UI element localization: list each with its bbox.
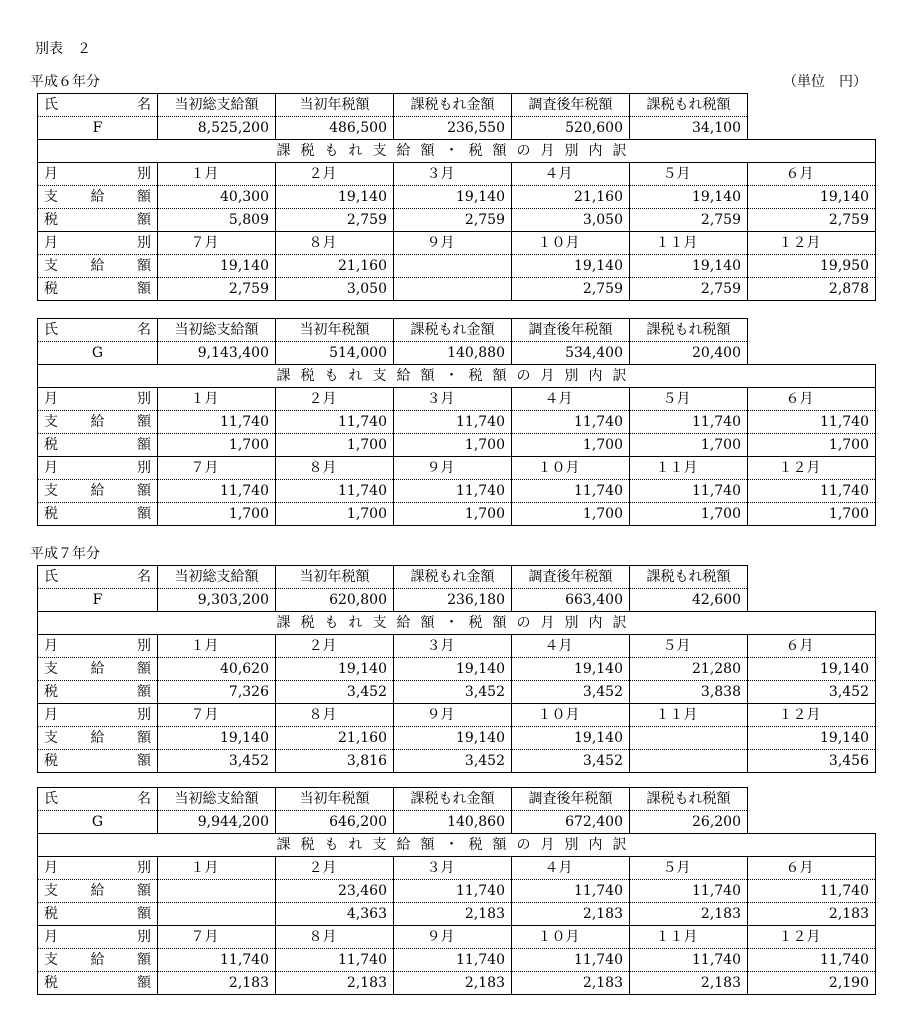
pay-label: 支 給 額	[38, 880, 158, 903]
initial-tax-value: 514,000	[276, 342, 394, 365]
tax-label: 税 額	[38, 278, 158, 301]
initial-total-pay-label: 当初総支給額	[158, 788, 276, 811]
pay-value: 40,620	[158, 658, 276, 681]
month-row	[38, 163, 876, 186]
month-label: 月 別	[38, 704, 158, 727]
tax-value: 2,759	[158, 278, 276, 301]
pay-value: 19,140	[630, 186, 748, 209]
tax-label: 税 額	[38, 972, 158, 995]
tax-value	[394, 278, 512, 301]
month-row	[38, 704, 876, 727]
pay-value: 11,740	[276, 480, 394, 503]
tax-value: 3,452	[748, 681, 876, 704]
month-header: ３月	[394, 635, 512, 658]
pay-value: 19,140	[394, 186, 512, 209]
initial-total-pay-label: 当初総支給額	[158, 319, 276, 342]
tax-value	[630, 750, 748, 773]
untaxed-tax-label: 課税もれ税額	[630, 788, 748, 811]
initial-tax-label: 当初年税額	[276, 788, 394, 811]
month-header: ７月	[158, 232, 276, 255]
initial-total-pay-label: 当初総支給額	[158, 566, 276, 589]
tax-value: 2,759	[630, 209, 748, 232]
adjusted-tax-value: 534,400	[512, 342, 630, 365]
breakdown-title-row	[38, 612, 876, 635]
pay-value: 19,140	[748, 186, 876, 209]
month-header: １１月	[630, 232, 748, 255]
person-name: F	[38, 117, 158, 140]
pay-value: 19,140	[630, 255, 748, 278]
adjusted-tax-label: 調査後年税額	[512, 319, 630, 342]
tax-value: 2,183	[158, 972, 276, 995]
tax-value: 1,700	[158, 503, 276, 526]
pay-label: 支 給 額	[38, 949, 158, 972]
month-header: １０月	[512, 704, 630, 727]
month-header: １１月	[630, 457, 748, 480]
initial-tax-value: 620,800	[276, 589, 394, 612]
adjusted-tax-value: 520,600	[512, 117, 630, 140]
breakdown-title-row	[38, 834, 876, 857]
untaxed-amount-value: 236,550	[394, 117, 512, 140]
month-header: ５月	[630, 857, 748, 880]
header-row	[38, 566, 876, 589]
pay-value: 11,740	[394, 411, 512, 434]
initial-total-pay-label: 当初総支給額	[158, 94, 276, 117]
tax-value: 2,183	[276, 972, 394, 995]
summary-values-row	[38, 589, 876, 612]
document-title: 別表 ２	[35, 41, 91, 57]
tax-value: 3,452	[158, 750, 276, 773]
empty-cell	[748, 94, 876, 117]
pay-value: 40,300	[158, 186, 276, 209]
month-header: １０月	[512, 232, 630, 255]
month-header: ８月	[276, 457, 394, 480]
month-header: ２月	[276, 857, 394, 880]
tax-value: 2,878	[748, 278, 876, 301]
tax-value: 1,700	[158, 434, 276, 457]
tax-label: 税 額	[38, 209, 158, 232]
month-header: ３月	[394, 163, 512, 186]
tax-value: 3,816	[276, 750, 394, 773]
month-label: 月 別	[38, 163, 158, 186]
untaxed-amount-value: 140,860	[394, 811, 512, 834]
breakdown-title: 課税もれ支給額・税額の月別内訳	[38, 140, 876, 163]
tax-value	[158, 903, 276, 926]
pay-value: 19,140	[748, 658, 876, 681]
adjusted-tax-label: 調査後年税額	[512, 788, 630, 811]
month-header: １月	[158, 635, 276, 658]
tax-value: 2,759	[394, 209, 512, 232]
adjusted-tax-label: 調査後年税額	[512, 566, 630, 589]
tax-row	[38, 278, 876, 301]
tax-value: 1,700	[748, 503, 876, 526]
tax-value: 3,452	[394, 681, 512, 704]
month-label: 月 別	[38, 635, 158, 658]
month-header: ５月	[630, 635, 748, 658]
empty-cell	[748, 589, 876, 612]
pay-value: 19,140	[748, 727, 876, 750]
month-header: ９月	[394, 232, 512, 255]
tax-value: 2,183	[630, 903, 748, 926]
pay-row	[38, 480, 876, 503]
tax-value: 3,456	[748, 750, 876, 773]
untaxed-amount-label: 課税もれ金額	[394, 94, 512, 117]
person-name: F	[38, 589, 158, 612]
tax-label: 税 額	[38, 903, 158, 926]
initial-total-pay-value: 9,303,200	[158, 589, 276, 612]
pay-value: 11,740	[748, 480, 876, 503]
month-header: ６月	[748, 635, 876, 658]
summary-values-row	[38, 811, 876, 834]
month-header: ３月	[394, 857, 512, 880]
untaxed-amount-label: 課税もれ金額	[394, 566, 512, 589]
pay-value: 11,740	[158, 480, 276, 503]
section-heading-h6: 平成６年分	[30, 74, 100, 90]
month-header: １０月	[512, 457, 630, 480]
tax-value: 2,183	[512, 972, 630, 995]
pay-value: 11,740	[276, 949, 394, 972]
month-label: 月 別	[38, 232, 158, 255]
month-header: １月	[158, 163, 276, 186]
tax-value: 2,759	[512, 278, 630, 301]
tax-row	[38, 903, 876, 926]
month-header: １２月	[748, 704, 876, 727]
summary-table-h7-f	[37, 565, 876, 773]
untaxed-tax-value: 26,200	[630, 811, 748, 834]
pay-value: 11,740	[748, 949, 876, 972]
untaxed-amount-value: 140,880	[394, 342, 512, 365]
tax-value: 1,700	[512, 434, 630, 457]
initial-total-pay-value: 9,143,400	[158, 342, 276, 365]
breakdown-title: 課税もれ支給額・税額の月別内訳	[38, 365, 876, 388]
tax-row	[38, 434, 876, 457]
pay-value: 23,460	[276, 880, 394, 903]
section-heading-h7: 平成７年分	[30, 546, 100, 562]
month-header: ５月	[630, 163, 748, 186]
month-label: 月 別	[38, 388, 158, 411]
month-row	[38, 926, 876, 949]
month-label: 月 別	[38, 457, 158, 480]
pay-value: 21,160	[276, 727, 394, 750]
tax-value: 5,809	[158, 209, 276, 232]
adjusted-tax-value: 672,400	[512, 811, 630, 834]
pay-value: 19,140	[276, 186, 394, 209]
person-name: G	[38, 342, 158, 365]
tax-value: 2,183	[630, 972, 748, 995]
pay-value: 11,740	[630, 880, 748, 903]
month-label: 月 別	[38, 857, 158, 880]
adjusted-tax-value: 663,400	[512, 589, 630, 612]
month-header: １２月	[748, 457, 876, 480]
untaxed-tax-label: 課税もれ税額	[630, 94, 748, 117]
month-header: ２月	[276, 163, 394, 186]
month-header: ４月	[512, 163, 630, 186]
tax-value: 1,700	[748, 434, 876, 457]
person-name: G	[38, 811, 158, 834]
tax-value: 1,700	[630, 503, 748, 526]
empty-cell	[748, 566, 876, 589]
month-header: ２月	[276, 635, 394, 658]
pay-row	[38, 658, 876, 681]
month-header: ４月	[512, 635, 630, 658]
untaxed-amount-value: 236,180	[394, 589, 512, 612]
pay-value: 19,140	[394, 658, 512, 681]
month-header: ４月	[512, 388, 630, 411]
tax-value: 2,183	[394, 903, 512, 926]
summary-table-h6-g	[37, 318, 876, 526]
tax-label: 税 額	[38, 434, 158, 457]
month-header: ４月	[512, 857, 630, 880]
pay-label: 支 給 額	[38, 411, 158, 434]
empty-cell	[748, 788, 876, 811]
month-row	[38, 388, 876, 411]
month-header: １月	[158, 388, 276, 411]
tax-value: 3,452	[512, 681, 630, 704]
pay-value: 19,140	[158, 255, 276, 278]
pay-value	[394, 255, 512, 278]
pay-value: 19,140	[158, 727, 276, 750]
pay-value: 11,740	[748, 880, 876, 903]
name-label: 氏 名	[38, 94, 158, 117]
summary-table-h6-f	[37, 93, 876, 301]
empty-cell	[748, 319, 876, 342]
tax-row	[38, 209, 876, 232]
pay-label: 支 給 額	[38, 255, 158, 278]
pay-label: 支 給 額	[38, 480, 158, 503]
tax-value: 2,759	[630, 278, 748, 301]
pay-label: 支 給 額	[38, 658, 158, 681]
tax-value: 1,700	[276, 434, 394, 457]
pay-value: 19,950	[748, 255, 876, 278]
month-header: ７月	[158, 457, 276, 480]
month-header: １１月	[630, 926, 748, 949]
month-header: ７月	[158, 704, 276, 727]
month-header: ６月	[748, 163, 876, 186]
pay-value: 19,140	[512, 255, 630, 278]
pay-value	[630, 727, 748, 750]
pay-row	[38, 255, 876, 278]
name-label: 氏 名	[38, 319, 158, 342]
adjusted-tax-label: 調査後年税額	[512, 94, 630, 117]
tax-value: 1,700	[630, 434, 748, 457]
pay-value	[158, 880, 276, 903]
untaxed-tax-value: 34,100	[630, 117, 748, 140]
untaxed-tax-label: 課税もれ税額	[630, 319, 748, 342]
month-header: ９月	[394, 704, 512, 727]
tax-value: 3,452	[394, 750, 512, 773]
breakdown-title: 課税もれ支給額・税額の月別内訳	[38, 612, 876, 635]
month-header: ５月	[630, 388, 748, 411]
month-header: ９月	[394, 926, 512, 949]
month-header: ２月	[276, 388, 394, 411]
tax-value: 2,183	[394, 972, 512, 995]
tax-value: 1,700	[394, 434, 512, 457]
month-header: ７月	[158, 926, 276, 949]
tax-label: 税 額	[38, 503, 158, 526]
month-row	[38, 457, 876, 480]
month-header: ６月	[748, 857, 876, 880]
untaxed-amount-label: 課税もれ金額	[394, 319, 512, 342]
empty-cell	[748, 342, 876, 365]
unit-label: （単位 円）	[783, 74, 867, 90]
tax-value: 2,759	[748, 209, 876, 232]
pay-value: 11,740	[158, 411, 276, 434]
breakdown-title: 課税もれ支給額・税額の月別内訳	[38, 834, 876, 857]
tax-value: 2,759	[276, 209, 394, 232]
month-header: ８月	[276, 926, 394, 949]
month-row	[38, 232, 876, 255]
summary-values-row	[38, 342, 876, 365]
pay-value: 11,740	[512, 480, 630, 503]
pay-value: 11,740	[630, 480, 748, 503]
initial-tax-label: 当初年税額	[276, 319, 394, 342]
header-row	[38, 94, 876, 117]
pay-row	[38, 727, 876, 750]
pay-label: 支 給 額	[38, 727, 158, 750]
pay-value: 11,740	[512, 880, 630, 903]
initial-tax-value: 486,500	[276, 117, 394, 140]
pay-value: 19,140	[512, 658, 630, 681]
tax-row	[38, 681, 876, 704]
tax-value: 2,183	[512, 903, 630, 926]
breakdown-title-row	[38, 140, 876, 163]
tax-value: 4,363	[276, 903, 394, 926]
untaxed-tax-value: 42,600	[630, 589, 748, 612]
month-row	[38, 635, 876, 658]
tax-label: 税 額	[38, 681, 158, 704]
untaxed-tax-label: 課税もれ税額	[630, 566, 748, 589]
pay-value: 11,740	[394, 949, 512, 972]
pay-value: 11,740	[394, 880, 512, 903]
summary-table-h7-g	[37, 787, 876, 995]
month-header: ６月	[748, 388, 876, 411]
header-row	[38, 319, 876, 342]
month-header: １２月	[748, 926, 876, 949]
month-header: １月	[158, 857, 276, 880]
initial-total-pay-value: 8,525,200	[158, 117, 276, 140]
pay-value: 11,740	[158, 949, 276, 972]
pay-value: 11,740	[512, 949, 630, 972]
empty-cell	[748, 117, 876, 140]
pay-value: 11,740	[276, 411, 394, 434]
pay-value: 21,160	[276, 255, 394, 278]
month-header: ３月	[394, 388, 512, 411]
pay-value: 19,140	[276, 658, 394, 681]
pay-row	[38, 186, 876, 209]
month-header: １１月	[630, 704, 748, 727]
tax-label: 税 額	[38, 750, 158, 773]
tax-value: 7,326	[158, 681, 276, 704]
header-row	[38, 788, 876, 811]
pay-value: 21,280	[630, 658, 748, 681]
empty-cell	[748, 811, 876, 834]
initial-total-pay-value: 9,944,200	[158, 811, 276, 834]
month-header: １２月	[748, 232, 876, 255]
initial-tax-value: 646,200	[276, 811, 394, 834]
pay-value: 19,140	[512, 727, 630, 750]
tax-value: 3,050	[276, 278, 394, 301]
pay-row	[38, 411, 876, 434]
month-header: ８月	[276, 704, 394, 727]
pay-value: 19,140	[394, 727, 512, 750]
untaxed-tax-value: 20,400	[630, 342, 748, 365]
name-label: 氏 名	[38, 788, 158, 811]
pay-row	[38, 880, 876, 903]
pay-value: 21,160	[512, 186, 630, 209]
month-header: ９月	[394, 457, 512, 480]
breakdown-title-row	[38, 365, 876, 388]
tax-value: 1,700	[394, 503, 512, 526]
pay-value: 11,740	[394, 480, 512, 503]
name-label: 氏 名	[38, 566, 158, 589]
pay-label: 支 給 額	[38, 186, 158, 209]
tax-value: 1,700	[512, 503, 630, 526]
tax-value: 1,700	[276, 503, 394, 526]
tax-value: 2,190	[748, 972, 876, 995]
pay-value: 11,740	[630, 949, 748, 972]
untaxed-amount-label: 課税もれ金額	[394, 788, 512, 811]
tax-row	[38, 750, 876, 773]
tax-value: 3,050	[512, 209, 630, 232]
month-label: 月 別	[38, 926, 158, 949]
initial-tax-label: 当初年税額	[276, 94, 394, 117]
month-row	[38, 857, 876, 880]
pay-row	[38, 949, 876, 972]
tax-value: 3,452	[276, 681, 394, 704]
tax-value: 3,452	[512, 750, 630, 773]
month-header: １０月	[512, 926, 630, 949]
initial-tax-label: 当初年税額	[276, 566, 394, 589]
pay-value: 11,740	[512, 411, 630, 434]
tax-row	[38, 503, 876, 526]
pay-value: 11,740	[630, 411, 748, 434]
tax-value: 3,838	[630, 681, 748, 704]
tax-row	[38, 972, 876, 995]
tax-value: 2,183	[748, 903, 876, 926]
month-header: ８月	[276, 232, 394, 255]
summary-values-row	[38, 117, 876, 140]
pay-value: 11,740	[748, 411, 876, 434]
